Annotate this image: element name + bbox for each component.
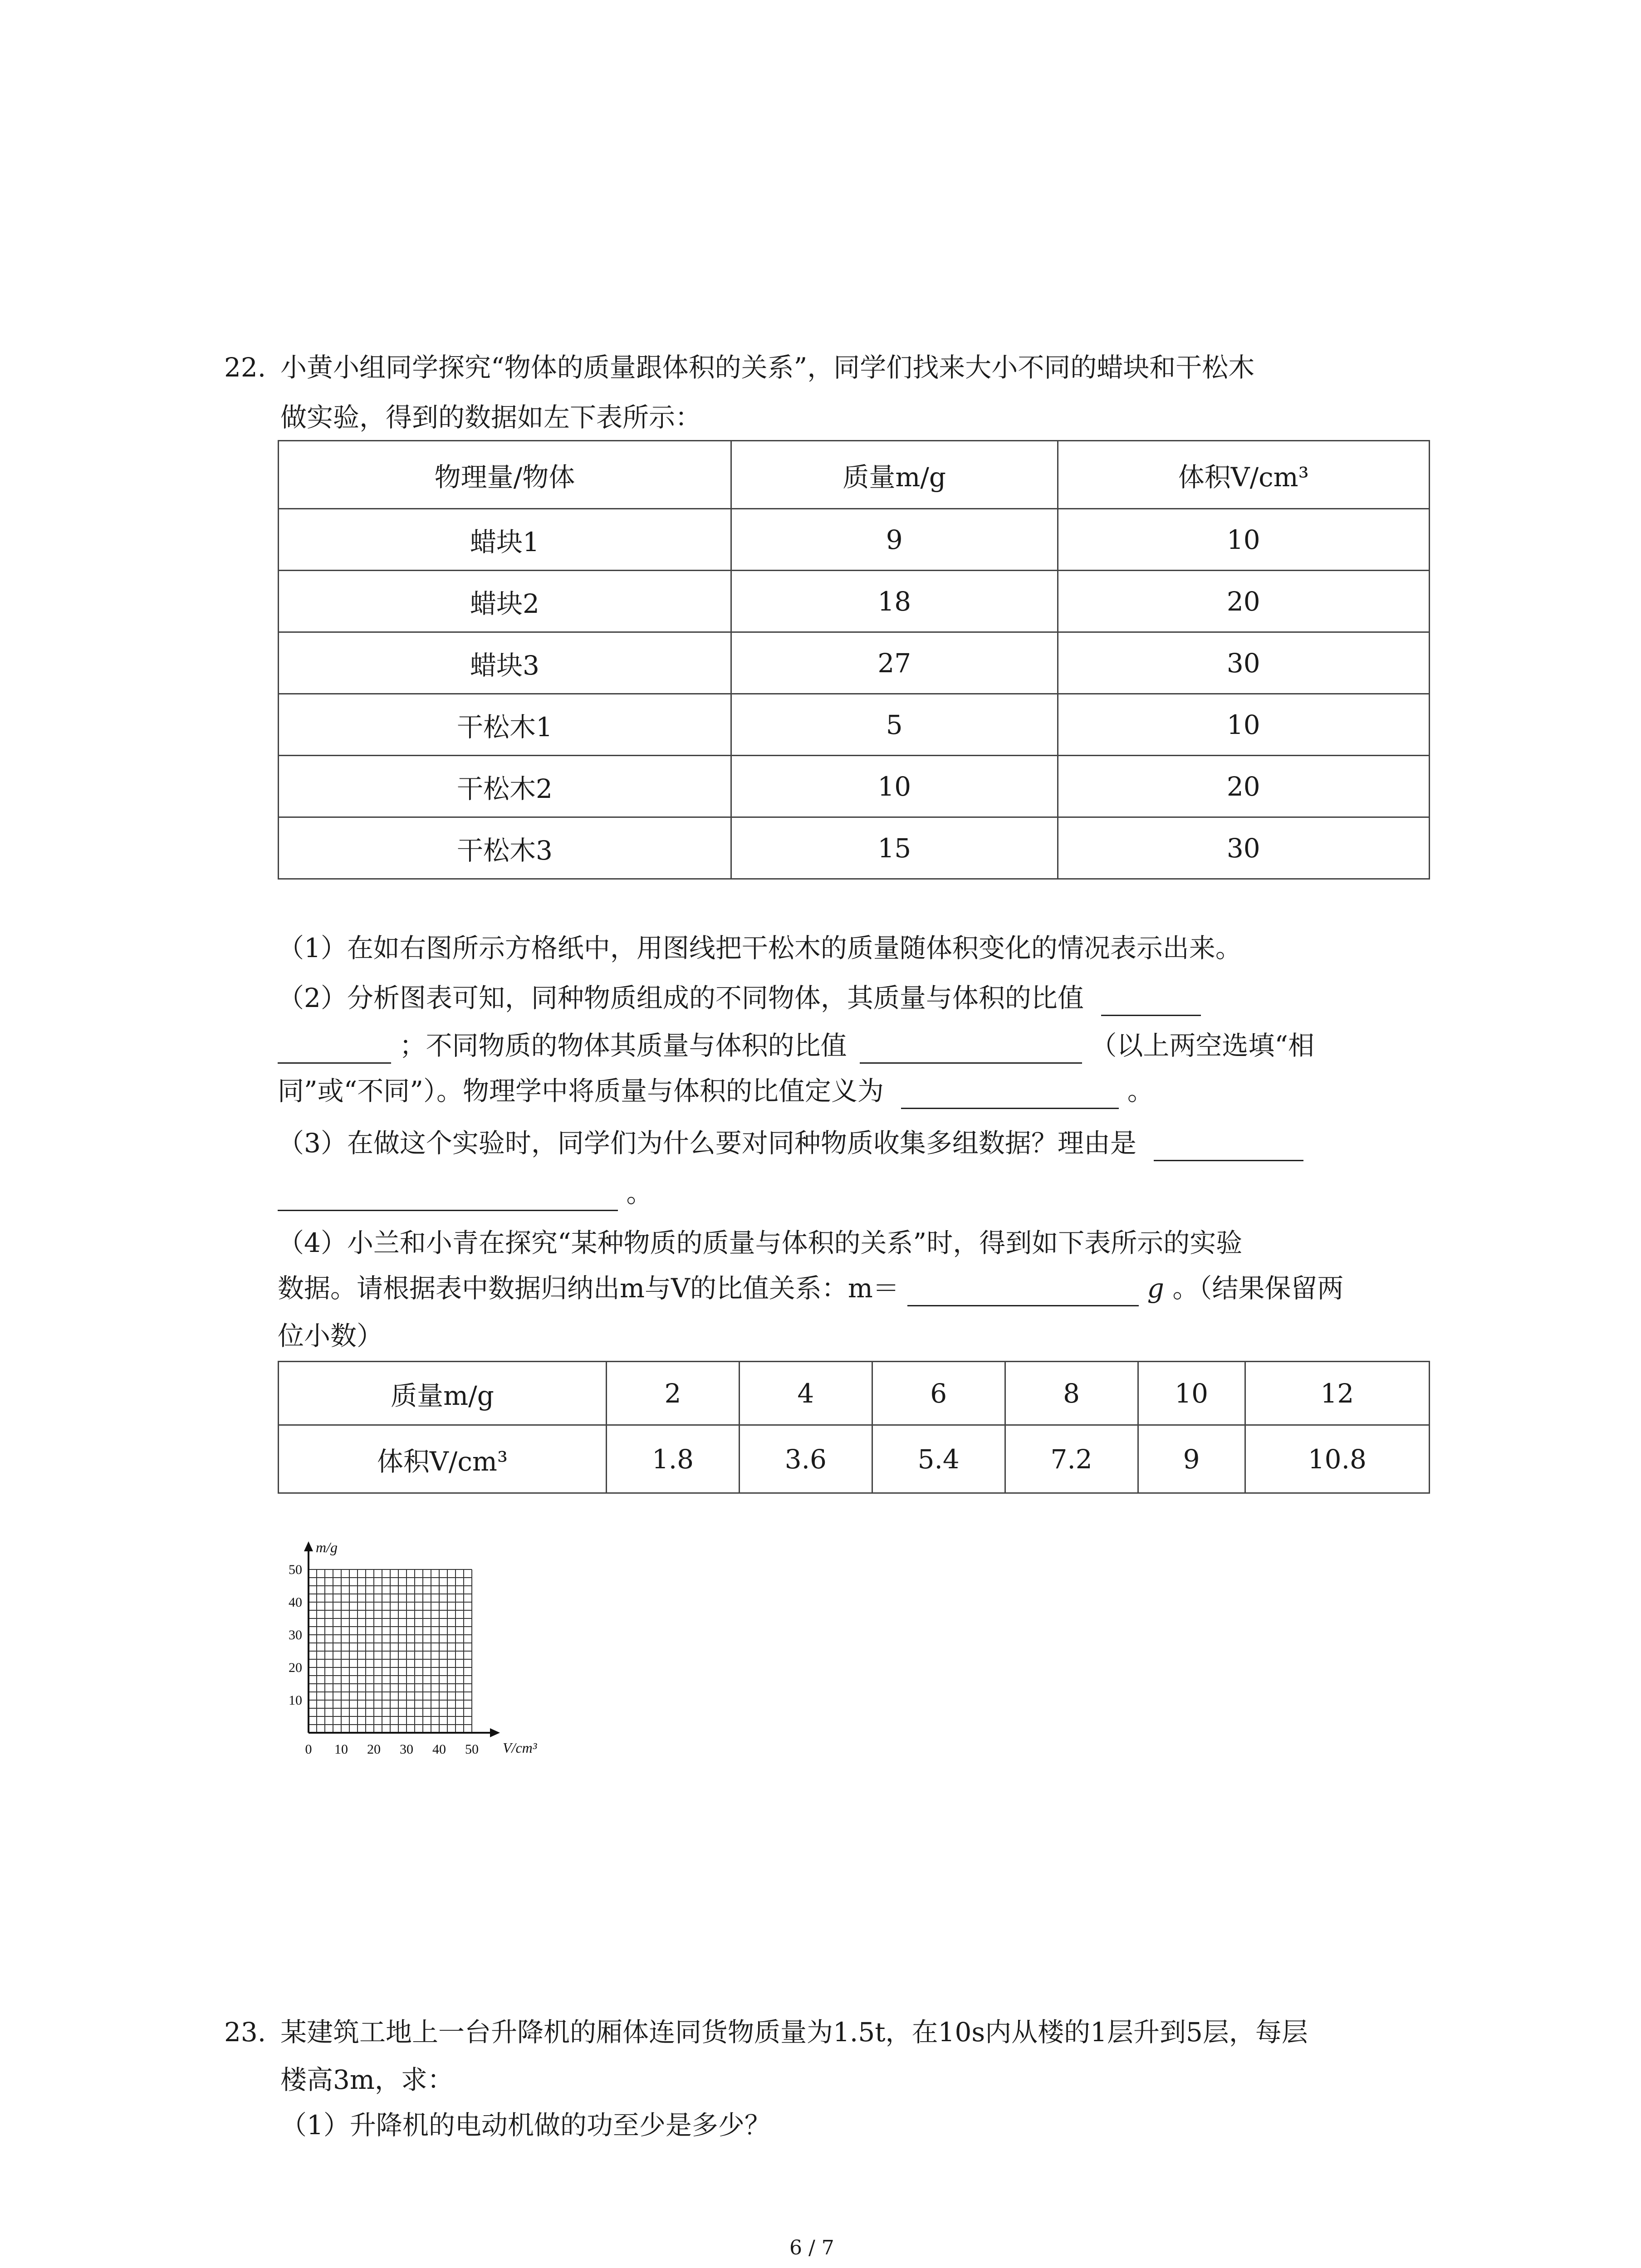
table-row-label: 质量m/g <box>279 1362 607 1425</box>
table-cell: 10 <box>1058 694 1429 756</box>
table-cell: 20 <box>1058 571 1429 632</box>
answer-blank-2c[interactable] <box>901 1080 1119 1109</box>
x-tick-label: 40 <box>432 1742 446 1757</box>
q22-number: 22. <box>224 352 266 383</box>
x-axis-label: V/cm³ <box>503 1740 537 1756</box>
answer-blank-3[interactable] <box>1154 1132 1303 1161</box>
q22-part4-line1: （4）小兰和小青在探究“某种物质的质量与体积的关系”时，得到如下表所示的实验 <box>278 1227 1243 1258</box>
x-tick-label: 20 <box>367 1742 381 1757</box>
mass-volume-table <box>278 1361 1430 1494</box>
table-cell: 1.8 <box>607 1425 740 1493</box>
table-row <box>279 756 1430 817</box>
q22-intro-line2: 做实验，得到的数据如左下表所示： <box>280 402 702 433</box>
x-tick-label: 0 <box>305 1742 312 1757</box>
table-header-row <box>279 441 1430 509</box>
answer-blank-4[interactable] <box>907 1277 1139 1306</box>
q22-part2-line3 <box>278 1073 1154 1109</box>
table-cell: 干松木1 <box>279 694 731 756</box>
y-tick-label: 50 <box>289 1562 302 1577</box>
table-cell: 蜡块1 <box>279 509 731 571</box>
table-cell: 4 <box>739 1362 872 1425</box>
q22-part3-line1 <box>278 1125 1303 1161</box>
q23-sub1: （1）升降机的电动机做的功至少是多少？ <box>280 2110 771 2141</box>
q22-part2-line2 <box>278 1027 1314 1064</box>
table-cell: 5 <box>731 694 1058 756</box>
table-cell: 蜡块3 <box>279 632 731 694</box>
table-header-cell: 体积V/cm³ <box>1058 441 1429 509</box>
q22-part4-unit: g <box>1147 1273 1164 1304</box>
q22-part2-text-c: （以上两空选填“相 <box>1090 1030 1314 1061</box>
q22-part2-text-e: 。 <box>1127 1075 1154 1106</box>
y-tick-label: 40 <box>289 1595 302 1610</box>
table-cell: 9 <box>1138 1425 1245 1493</box>
y-axis-label: m/g <box>316 1539 338 1555</box>
q23-number: 23. <box>224 2017 266 2048</box>
answer-blank-3-cont[interactable] <box>278 1182 618 1211</box>
table-cell: 30 <box>1058 817 1429 879</box>
table-row <box>279 632 1430 694</box>
q22-part4-text-c: 。（结果保留两 <box>1172 1273 1344 1304</box>
y-tick-label: 20 <box>289 1660 302 1675</box>
q22-intro-line1: 小黄小组同学探究“物体的质量跟体积的关系”，同学们找来大小不同的蜡块和干松木 <box>280 352 1255 383</box>
table-cell: 10 <box>731 756 1058 817</box>
table-cell: 蜡块2 <box>279 571 731 632</box>
q22-part4-line2 <box>278 1270 1343 1306</box>
table-cell: 10 <box>1138 1362 1245 1425</box>
volume-row <box>279 1425 1430 1493</box>
table-cell: 干松木3 <box>279 817 731 879</box>
q22-part1: （1）在如右图所示方格纸中，用图线把干松木的质量随体积变化的情况表示出来。 <box>278 933 1242 963</box>
q22-part2-line1 <box>278 980 1201 1016</box>
table-cell: 27 <box>731 632 1058 694</box>
y-tick-label: 30 <box>289 1628 302 1642</box>
table-row <box>279 694 1430 756</box>
table-cell: 2 <box>607 1362 740 1425</box>
x-tick-label: 50 <box>465 1742 479 1757</box>
table-cell: 10 <box>1058 509 1429 571</box>
chart-grid <box>309 1569 472 1733</box>
table-row <box>279 509 1430 571</box>
q23-line2: 楼高3m，求： <box>280 2064 454 2095</box>
table-cell: 12 <box>1245 1362 1429 1425</box>
q22-part4-line3: 位小数） <box>278 1320 383 1351</box>
table-cell: 10.8 <box>1245 1425 1429 1493</box>
table-cell: 15 <box>731 817 1058 879</box>
table-row-label: 体积V/cm³ <box>279 1425 607 1493</box>
q22-part3-text-b: 。 <box>626 1178 653 1208</box>
table-cell: 30 <box>1058 632 1429 694</box>
table-cell: 7.2 <box>1005 1425 1138 1493</box>
q22-part3-text-a: （3）在做这个实验时，同学们为什么要对同种物质收集多组数据？理由是 <box>278 1128 1136 1158</box>
x-tick-label: 30 <box>400 1742 413 1757</box>
y-axis-arrow <box>304 1541 313 1551</box>
table-cell: 18 <box>731 571 1058 632</box>
table-cell: 9 <box>731 509 1058 571</box>
x-tick-label: 10 <box>334 1742 348 1757</box>
table-cell: 20 <box>1058 756 1429 817</box>
table-cell: 8 <box>1005 1362 1138 1425</box>
table-cell: 3.6 <box>739 1425 872 1493</box>
q22-part2-text-d: 同”或“不同”）。物理学中将质量与体积的比值定义为 <box>278 1075 884 1106</box>
table-header-cell: 物理量/物体 <box>279 441 731 509</box>
table-cell: 干松木2 <box>279 756 731 817</box>
q22-part2-text-b: ；不同物质的物体其质量与体积的比值 <box>399 1030 847 1061</box>
mass-row <box>279 1362 1430 1425</box>
q22-part2-text-a: （2）分析图表可知，同种物质组成的不同物体，其质量与体积的比值 <box>278 982 1084 1013</box>
answer-blank-2a-cont[interactable] <box>278 1034 391 1064</box>
q22-part3-line2 <box>278 1175 652 1211</box>
table-row <box>279 817 1430 879</box>
page-number: 6 / 7 <box>789 2236 834 2259</box>
density-data-table <box>278 440 1430 880</box>
answer-blank-2a[interactable] <box>1101 987 1201 1016</box>
answer-blank-2b[interactable] <box>860 1034 1082 1064</box>
x-axis-arrow <box>490 1728 500 1737</box>
table-row <box>279 571 1430 632</box>
q22-part4-text-b: 数据。请根据表中数据归纳出m与V的比值关系：m＝ <box>278 1273 899 1304</box>
table-header-cell: 质量m/g <box>731 441 1058 509</box>
table-cell: 6 <box>872 1362 1005 1425</box>
y-tick-label: 10 <box>289 1693 302 1708</box>
q23-line1: 某建筑工地上一台升降机的厢体连同货物质量为1.5t，在10s内从楼的1层升到5层，每层 <box>280 2017 1308 2048</box>
grid-paper-chart <box>268 1533 585 1769</box>
table-cell: 5.4 <box>872 1425 1005 1493</box>
